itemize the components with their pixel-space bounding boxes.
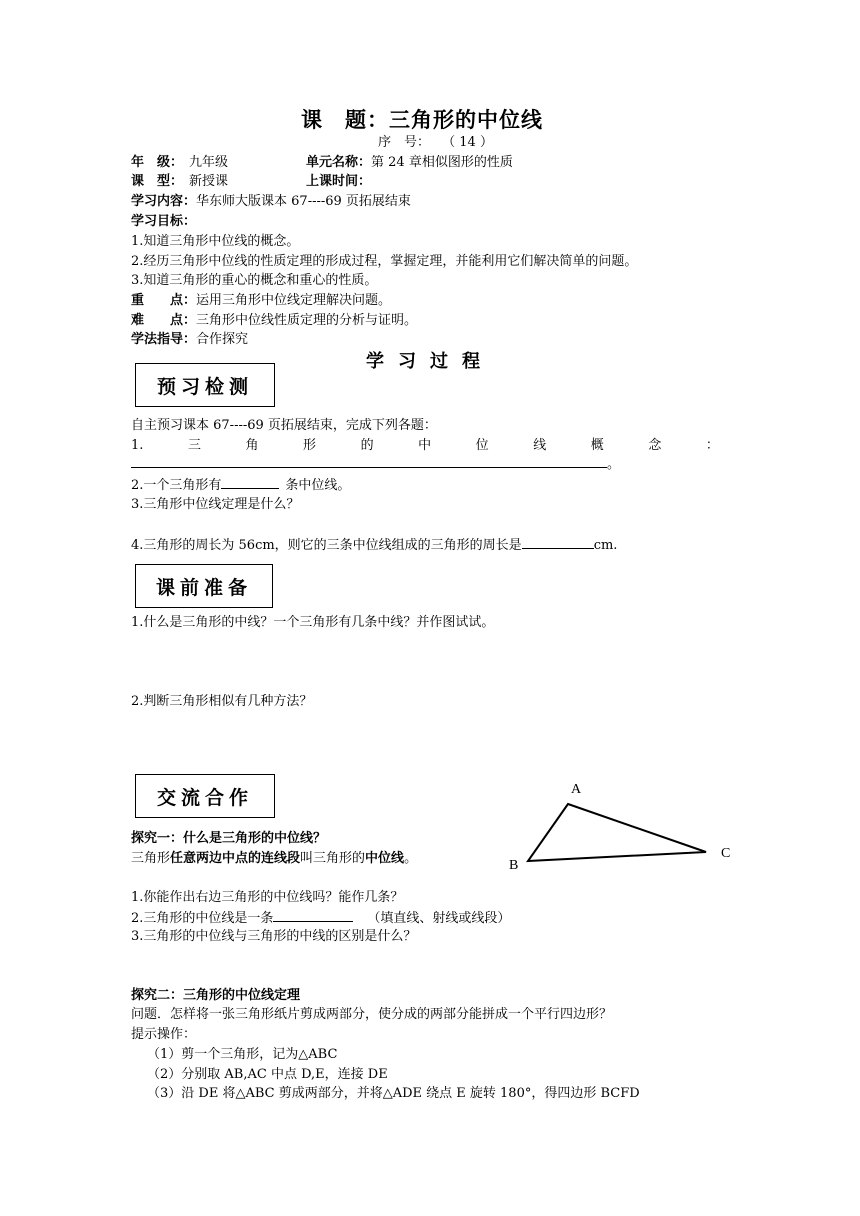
q1-char: 线	[533, 438, 547, 453]
hint-step-2: （2）分别取 AB,AC 中点 D,E，连接 DE	[147, 1067, 388, 1082]
grade-value: 九年级	[189, 155, 229, 170]
page-title: 课 题：三角形的中位线	[301, 107, 543, 132]
explore1-q3: 3.三角形的中位线与三角形的中线的区别是什么？	[131, 929, 417, 944]
preview-q4	[131, 536, 617, 555]
content-value: 华东师大版课本 67----69 页拓展结束	[196, 194, 411, 209]
method-label: 学法指导：	[131, 332, 197, 347]
time-label: 上课时间：	[306, 174, 372, 189]
preview-q1	[131, 437, 719, 455]
q1-char: 的	[360, 438, 374, 453]
grade-row	[131, 154, 228, 172]
difficulty-label: 难 点：	[131, 313, 197, 328]
answer-blank[interactable]	[273, 909, 353, 922]
prep-q2: 2.判断三角形相似有几种方法？	[131, 694, 313, 709]
serial-label: 序 号：	[378, 135, 431, 150]
prep-q1: 1.什么是三角形的中线？一个三角形有几条中线？并作图试试。	[131, 615, 495, 630]
key-point-label: 重 点：	[131, 293, 197, 308]
q1-char: 中	[418, 438, 432, 453]
answer-blank[interactable]	[221, 476, 279, 489]
explore2-problem: 问题．怎样将一张三角形纸片剪成两部分，使分成的两部分能拼成一个平行四边形？	[131, 1007, 613, 1022]
q1-char: 念	[648, 438, 662, 453]
time-row	[306, 173, 371, 191]
vertex-label-a: A	[571, 782, 582, 797]
q1-char: 角	[245, 438, 259, 453]
hint-step-1: （1）剪一个三角形，记为△ABC	[147, 1047, 338, 1062]
def-text: 三角形	[131, 851, 171, 866]
grade-label: 年 级：	[131, 155, 184, 170]
prep-section-header: 课前准备	[135, 564, 273, 608]
q1-char: 三	[187, 438, 201, 453]
answer-blank[interactable]	[131, 455, 607, 468]
key-point-value: 运用三角形中位线定理解决问题。	[196, 293, 392, 308]
method-value: 合作探究	[196, 332, 249, 347]
q1-char: ：	[705, 438, 719, 453]
preview-intro: 自主预习课本 67----69 页拓展结束，完成下列各题：	[131, 418, 437, 433]
type-value: 新授课	[189, 174, 229, 189]
key-point-row	[131, 292, 391, 310]
midline-definition	[131, 850, 417, 868]
preview-q2	[131, 476, 350, 495]
preview-section-header: 预习检测	[135, 363, 275, 407]
goal-item-3: 3.知道三角形的重心的概念和重心的性质。	[131, 273, 378, 288]
q1-end: 。	[607, 457, 621, 472]
preview-q3: 3.三角形中位线定理是什么？	[131, 497, 300, 512]
explore1-title: 探究一：什么是三角形的中位线？	[131, 831, 327, 846]
hint-label: 提示操作：	[131, 1027, 197, 1042]
def-emphasis: 任意两边中点的连线段	[170, 851, 301, 866]
content-row	[131, 193, 411, 211]
q2-text: 2.三角形的中位线是一条	[131, 911, 274, 926]
triangle-abc	[528, 804, 706, 861]
q1-char: 概	[590, 438, 604, 453]
goals-label: 学习目标：	[131, 214, 197, 229]
q1-char: 位	[475, 438, 489, 453]
serial-number	[378, 134, 493, 152]
explore1-q2	[131, 909, 510, 928]
def-text: 叫三角形的	[300, 851, 366, 866]
def-emphasis: 中位线	[365, 851, 405, 866]
goal-item-1: 1.知道三角形中位线的概念。	[131, 234, 300, 249]
preview-q1-answer-line	[131, 455, 620, 474]
q4-text: 4.三角形的周长为 56cm，则它的三条中位线组成的三角形的周长是	[131, 538, 522, 553]
q4-text-after: cm.	[593, 538, 618, 553]
unit-row	[306, 154, 513, 172]
method-row	[131, 331, 248, 349]
goal-item-2: 2.经历三角形中位线的性质定理的形成过程，掌握定理，并能利用它们解决简单的问题。	[131, 254, 638, 269]
unit-label: 单元名称：	[306, 155, 372, 170]
hint-step-3: （3）沿 DE 将△ABC 剪成两部分，并将△ADE 绕点 E 旋转 180°，得四边形 BCFD	[147, 1086, 640, 1101]
difficulty-row	[131, 312, 417, 330]
cooperate-section-header: 交流合作	[135, 774, 275, 818]
triangle-abc-figure	[500, 776, 750, 876]
q2-text: 2.一个三角形有	[131, 478, 222, 493]
q2-text-after: 条中位线。	[285, 478, 351, 493]
content-label: 学习内容：	[131, 194, 197, 209]
q1-char: 形	[303, 438, 317, 453]
difficulty-value: 三角形中位线性质定理的分析与证明。	[196, 313, 418, 328]
q2-text-after: （填直线、射线或线段）	[367, 911, 511, 926]
vertex-label-b: B	[509, 858, 519, 873]
vertex-label-c: C	[721, 846, 731, 861]
type-label: 课 型：	[131, 174, 184, 189]
serial-value: （ 14 ）	[442, 135, 493, 150]
explore1-q1: 1.你能作出右边三角形的中位线吗？能作几条？	[131, 890, 404, 905]
type-row	[131, 173, 228, 191]
explore2-title: 探究二：三角形的中位线定理	[131, 988, 301, 1003]
process-title: 学习过程	[366, 351, 494, 372]
q1-char: 1.	[131, 438, 144, 453]
unit-value: 第 24 章相似图形的性质	[371, 155, 513, 170]
answer-blank[interactable]	[522, 536, 594, 549]
def-text: 。	[404, 851, 418, 866]
